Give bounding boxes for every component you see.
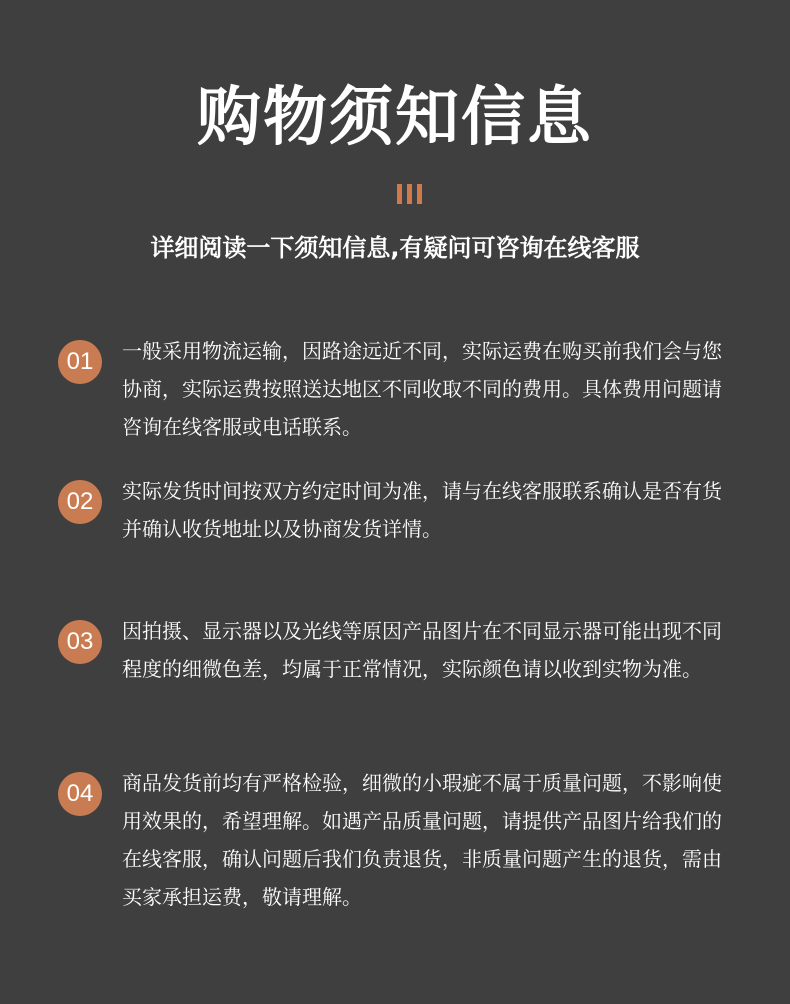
notice-text: 因拍摄、显示器以及光线等原因产品图片在不同显示器可能出现不同程度的细微色差，均属于正常情况，实际颜色请以收到实物为准。 (122, 619, 722, 681)
notice-text: 一般采用物流运输，因路途远近不同，实际运费在购买前我们会与您协商，实际运费按照送达地区不同收取不同的费用。具体费用问题请咨询在线客服或电话联系。 (122, 339, 722, 439)
page-subtitle: 详细阅读一下须知信息,有疑问可咨询在线客服 (150, 234, 640, 262)
number-badge: 01 (58, 340, 102, 384)
number-badge: 03 (58, 620, 102, 664)
number-badge: 02 (58, 480, 102, 524)
divider-bars-icon (397, 184, 422, 204)
page-title: 购物须知信息 (197, 81, 593, 155)
number-badge: 04 (58, 772, 102, 816)
notice-text: 实际发货时间按双方约定时间为准，请与在线客服联系确认是否有货并确认收货地址以及协商发货详情。 (122, 479, 722, 541)
notice-text: 商品发货前均有严格检验，细微的小瑕疵不属于质量问题，不影响使用效果的，希望理解。如遇产品质量问题，请提供产品图片给我们的在线客服，确认问题后我们负责退货，非质量问题产生的退货，需由买家承担运费，敬请理解。 (122, 771, 722, 909)
